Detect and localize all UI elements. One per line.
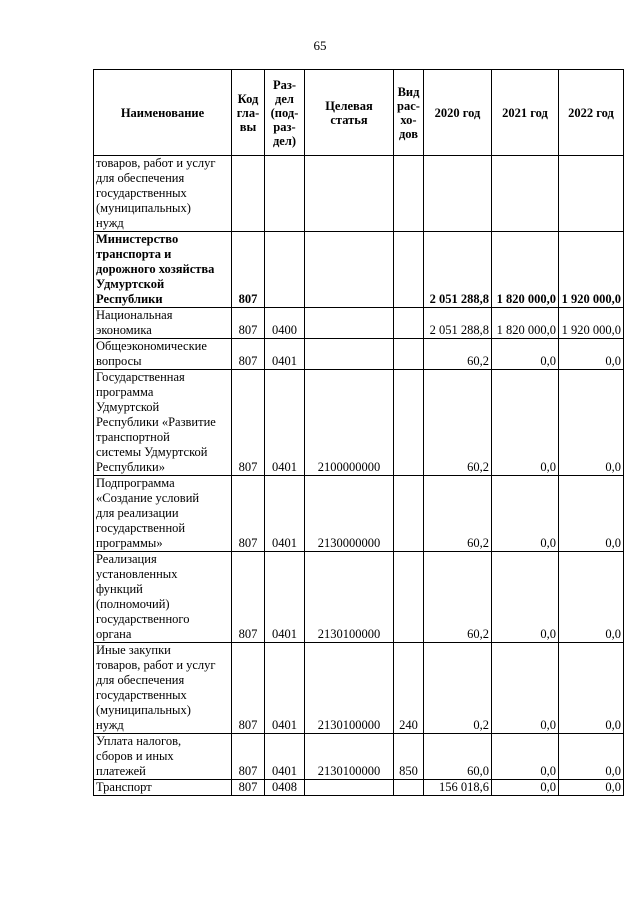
cell-chapter-code: 807 <box>232 780 265 796</box>
cell-section: 0401 <box>265 734 305 780</box>
cell-2022: 1 920 000,0 <box>559 232 624 308</box>
cell-target-article <box>305 339 394 370</box>
cell-2020: 2 051 288,8 <box>424 232 492 308</box>
table-row <box>94 476 624 552</box>
cell-2020: 60,2 <box>424 370 492 476</box>
header-2021: 2021 год <box>492 70 559 156</box>
cell-chapter-code: 807 <box>232 734 265 780</box>
cell-section: 0401 <box>265 476 305 552</box>
header-name: Наименование <box>94 70 232 156</box>
cell-expense-type <box>394 156 424 232</box>
table-row <box>94 156 624 232</box>
cell-name: Реализация установленных функций (полномочий) государственного органа <box>94 552 232 643</box>
header-2020: 2020 год <box>424 70 492 156</box>
table-row <box>94 734 624 780</box>
cell-2020: 60,2 <box>424 552 492 643</box>
cell-section: 0400 <box>265 308 305 339</box>
cell-name: Национальная экономика <box>94 308 232 339</box>
cell-2021: 0,0 <box>492 552 559 643</box>
header-section: Раз- дел (под- раз- дел) <box>265 70 305 156</box>
cell-target-article <box>305 156 394 232</box>
cell-2022: 0,0 <box>559 552 624 643</box>
cell-chapter-code: 807 <box>232 643 265 734</box>
cell-expense-type <box>394 370 424 476</box>
cell-2020: 156 018,6 <box>424 780 492 796</box>
header-target-article: Целевая статья <box>305 70 394 156</box>
cell-expense-type <box>394 232 424 308</box>
cell-2021: 1 820 000,0 <box>492 232 559 308</box>
table-row <box>94 370 624 476</box>
cell-chapter-code: 807 <box>232 232 265 308</box>
cell-chapter-code: 807 <box>232 476 265 552</box>
table-row <box>94 552 624 643</box>
cell-2022: 0,0 <box>559 734 624 780</box>
cell-section: 0401 <box>265 370 305 476</box>
table-row <box>94 643 624 734</box>
cell-2020: 60,2 <box>424 476 492 552</box>
cell-expense-type <box>394 339 424 370</box>
cell-2021: 0,0 <box>492 339 559 370</box>
cell-expense-type <box>394 780 424 796</box>
cell-chapter-code: 807 <box>232 339 265 370</box>
cell-name: Транспорт <box>94 780 232 796</box>
cell-section: 0401 <box>265 643 305 734</box>
cell-target-article: 2100000000 <box>305 370 394 476</box>
cell-2022 <box>559 156 624 232</box>
cell-name: Уплата налогов, сборов и иных платежей <box>94 734 232 780</box>
cell-name: Государственная программа Удмуртской Республики «Развитие транспортной системы Удмуртской Республики» <box>94 370 232 476</box>
cell-expense-type <box>394 308 424 339</box>
cell-target-article: 2130000000 <box>305 476 394 552</box>
cell-2021 <box>492 156 559 232</box>
cell-2020: 0,2 <box>424 643 492 734</box>
cell-2022: 0,0 <box>559 339 624 370</box>
cell-target-article <box>305 308 394 339</box>
cell-2021: 0,0 <box>492 370 559 476</box>
cell-2020: 2 051 288,8 <box>424 308 492 339</box>
cell-chapter-code: 807 <box>232 370 265 476</box>
cell-chapter-code <box>232 156 265 232</box>
header-expense-type: Вид рас- хо- дов <box>394 70 424 156</box>
cell-section: 0401 <box>265 339 305 370</box>
cell-2022: 0,0 <box>559 780 624 796</box>
cell-section: 0408 <box>265 780 305 796</box>
cell-target-article: 2130100000 <box>305 643 394 734</box>
cell-expense-type <box>394 552 424 643</box>
table-header-row <box>94 70 624 156</box>
cell-target-article <box>305 780 394 796</box>
header-2022: 2022 год <box>559 70 624 156</box>
cell-2020: 60,2 <box>424 339 492 370</box>
cell-expense-type: 850 <box>394 734 424 780</box>
cell-section <box>265 232 305 308</box>
cell-name: Иные закупки товаров, работ и услуг для обеспечения государственных (муниципальных) нужд <box>94 643 232 734</box>
cell-2021: 0,0 <box>492 734 559 780</box>
cell-2022: 0,0 <box>559 370 624 476</box>
page-number: 65 <box>313 38 327 53</box>
header-chapter-code: Код гла- вы <box>232 70 265 156</box>
table-row <box>94 232 624 308</box>
cell-name: Министерство транспорта и дорожного хозяйства Удмуртской Республики <box>94 232 232 308</box>
table-row <box>94 780 624 796</box>
table-row <box>94 308 624 339</box>
cell-2022: 0,0 <box>559 476 624 552</box>
cell-name: Подпрограмма «Создание условий для реализации государственной программы» <box>94 476 232 552</box>
cell-2020 <box>424 156 492 232</box>
table-body <box>94 156 624 796</box>
cell-name: Общеэкономические вопросы <box>94 339 232 370</box>
cell-section: 0401 <box>265 552 305 643</box>
budget-table <box>93 69 624 796</box>
cell-2021: 0,0 <box>492 643 559 734</box>
cell-name: товаров, работ и услуг для обеспечения государственных (муниципальных) нужд <box>94 156 232 232</box>
table-row <box>94 339 624 370</box>
cell-chapter-code: 807 <box>232 552 265 643</box>
cell-expense-type <box>394 476 424 552</box>
cell-2022: 1 920 000,0 <box>559 308 624 339</box>
cell-2021: 0,0 <box>492 476 559 552</box>
cell-expense-type: 240 <box>394 643 424 734</box>
cell-chapter-code: 807 <box>232 308 265 339</box>
cell-section <box>265 156 305 232</box>
cell-2022: 0,0 <box>559 643 624 734</box>
cell-target-article: 2130100000 <box>305 734 394 780</box>
cell-target-article: 2130100000 <box>305 552 394 643</box>
cell-2021: 0,0 <box>492 780 559 796</box>
cell-target-article <box>305 232 394 308</box>
cell-2020: 60,0 <box>424 734 492 780</box>
cell-2021: 1 820 000,0 <box>492 308 559 339</box>
